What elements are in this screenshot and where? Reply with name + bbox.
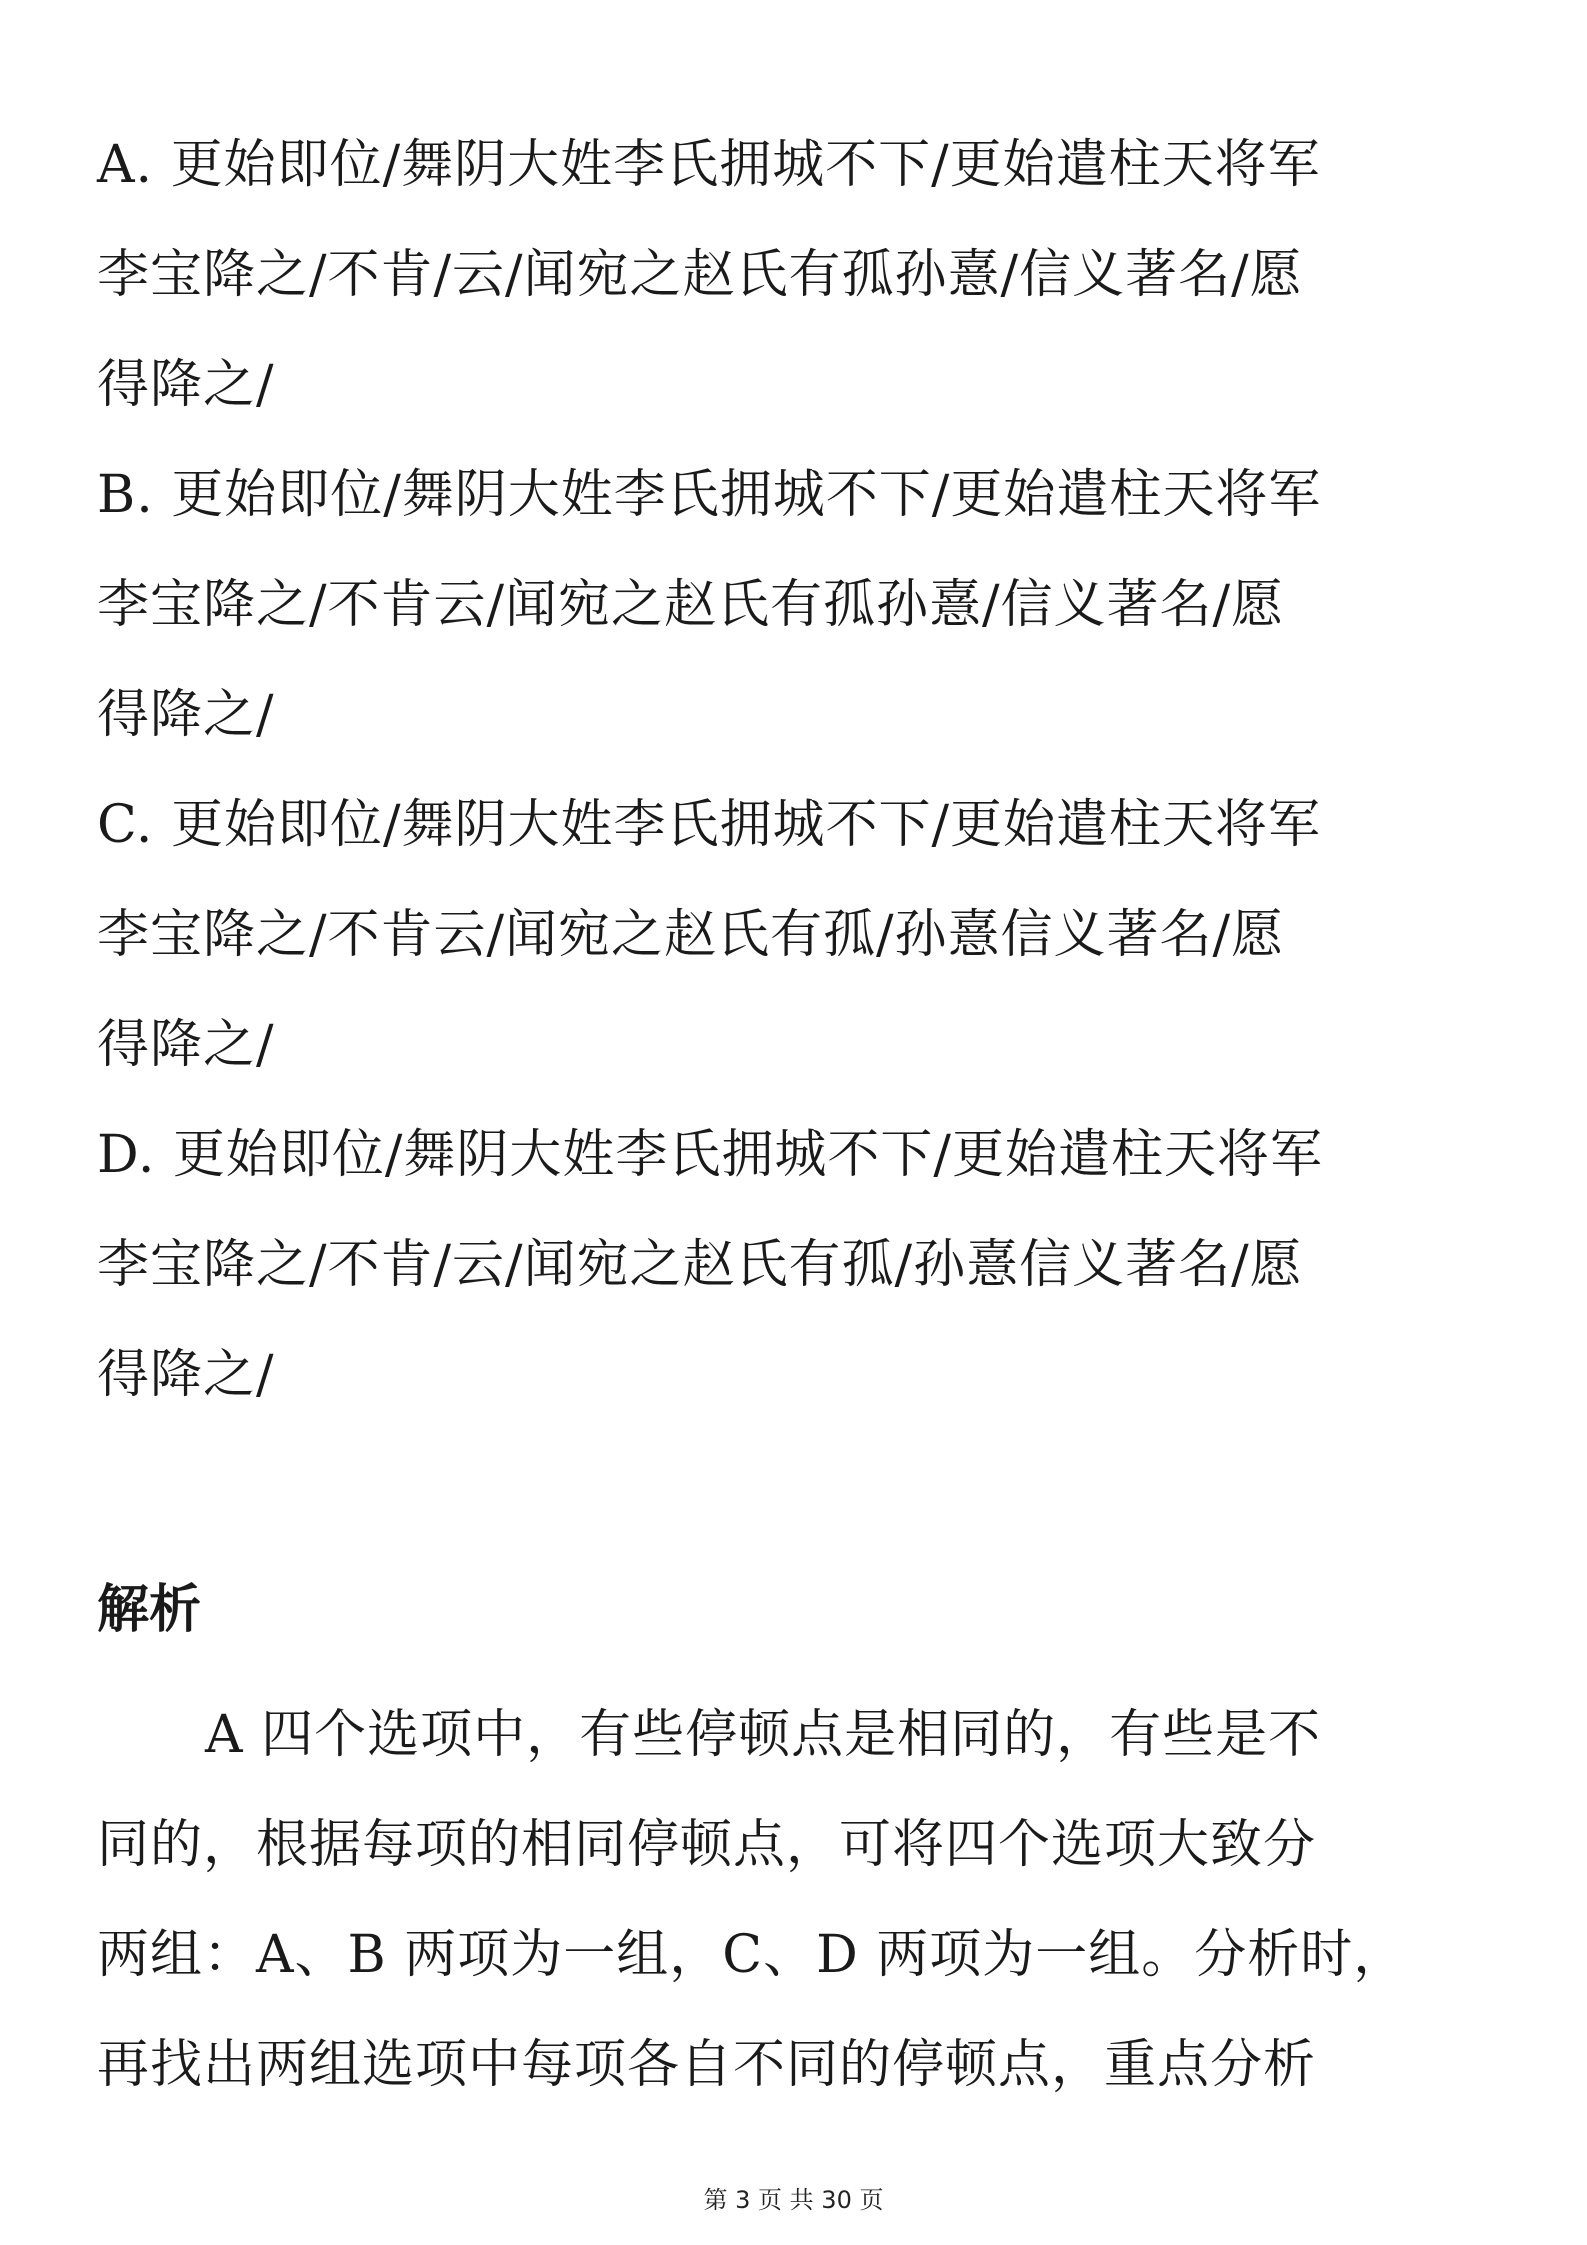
option-a-line-2: 李宝降之/不肯/云/闻宛之赵氏有孤孙憙/信义著名/愿 <box>97 245 1303 305</box>
option-b-line-2: 李宝降之/不肯云/闻宛之赵氏有孤孙憙/信义著名/愿 <box>97 575 1285 635</box>
option-d-line-3: 得降之/ <box>97 1345 275 1405</box>
option-d-line-1 <box>97 1100 1497 1210</box>
option-c-line-1 <box>97 770 1497 880</box>
option-b-text-1: 更始即位/舞阴大姓李氏拥城不下/更始遣柱天将军 <box>171 465 1322 525</box>
analysis-line-4: 再找出两组选项中每项各自不同的停顿点，重点分析 <box>97 2035 1317 2095</box>
option-a-line-3: 得降之/ <box>97 355 275 415</box>
analysis-heading: 解析 <box>97 1580 202 1640</box>
option-a <box>97 110 1497 440</box>
option-c-line-2: 李宝降之/不肯云/闻宛之赵氏有孤/孙憙信义著名/愿 <box>97 905 1285 965</box>
analysis-line-1 <box>97 1680 1497 1790</box>
option-b-label: B. <box>97 465 154 525</box>
option-d-text-1: 更始即位/舞阴大姓李氏拥城不下/更始遣柱天将军 <box>172 1125 1323 1185</box>
option-a-text-1: 更始即位/舞阴大姓李氏拥城不下/更始遣柱天将军 <box>170 135 1321 195</box>
analysis-line-1-text: A 四个选项中，有些停顿点是相同的，有些是不 <box>205 1705 1322 1765</box>
option-d-label: D. <box>97 1125 156 1185</box>
analysis-line-2: 同的，根据每项的相同停顿点，可将四个选项大致分 <box>97 1815 1317 1875</box>
option-c-label: C. <box>97 795 154 855</box>
analysis-line-3: 两组：A、B 两项为一组，C、D 两项为一组。分析时， <box>97 1925 1407 1985</box>
analysis-body <box>97 1680 1497 2120</box>
option-d-line-2: 李宝降之/不肯/云/闻宛之赵氏有孤/孙憙信义著名/愿 <box>97 1235 1303 1295</box>
option-c <box>97 770 1497 1100</box>
option-c-text-1: 更始即位/舞阴大姓李氏拥城不下/更始遣柱天将军 <box>171 795 1322 855</box>
option-a-line-1 <box>97 110 1497 220</box>
options-list <box>97 110 1497 1430</box>
option-b-line-1 <box>97 440 1497 550</box>
option-b <box>97 440 1497 770</box>
option-a-label: A. <box>97 135 154 195</box>
option-c-line-3: 得降之/ <box>97 1015 275 1075</box>
page-footer: 第 3 页 共 30 页 <box>703 2186 884 2214</box>
option-d <box>97 1100 1497 1430</box>
option-b-line-3: 得降之/ <box>97 685 275 745</box>
